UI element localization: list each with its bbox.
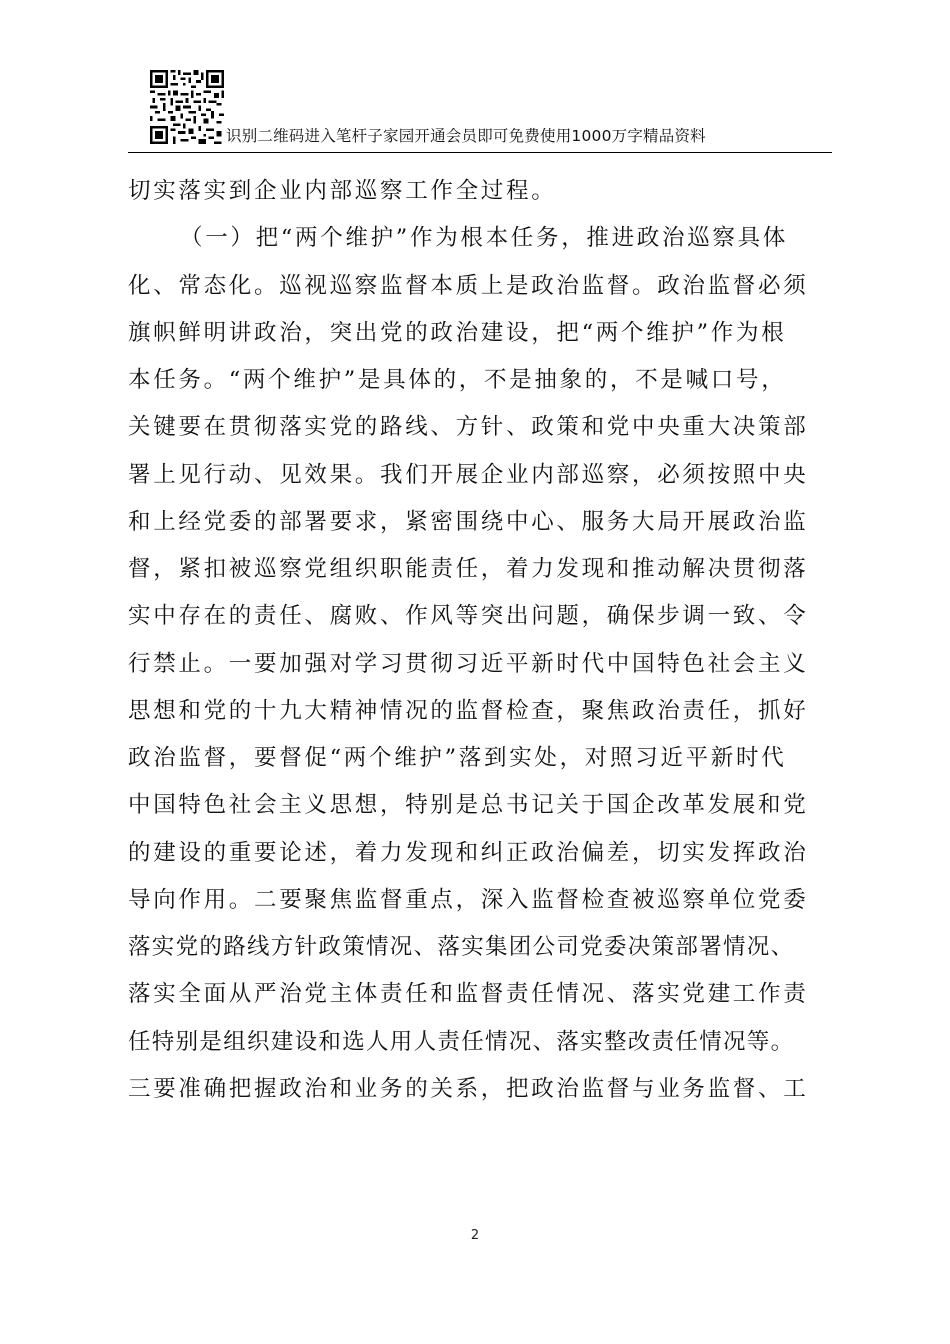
body-line: 督，紧扣被巡察党组织职能责任，着力发现和推动解决贯彻落 bbox=[128, 556, 809, 582]
page-number: 2 bbox=[470, 1228, 480, 1243]
body-line: 实中存在的责任、腐败、作风等突出问题，确保步调一致、令 bbox=[128, 603, 809, 630]
body-line: 的建设的重要论述，着力发现和纠正政治偏差，切实发挥政治 bbox=[128, 839, 809, 866]
body-line: 行禁止。一要加强对学习贯彻习近平新时代中国特色社会主义 bbox=[128, 650, 809, 677]
body-line: 任特别是组织建设和选人用人责任情况、落实整改责任情况等。 bbox=[128, 1028, 795, 1055]
body-line: 导向作用。二要聚焦监督重点，深入监督检查被巡察单位党委 bbox=[128, 886, 809, 913]
body-line: 和上经党委的部署要求，紧密围绕中心、服务大局开展政治监 bbox=[128, 508, 809, 535]
section-heading-line: （一）把“两个维护”作为根本任务，推进政治巡察具体 bbox=[180, 225, 789, 252]
body-line: 落实全面从严治党主体责任和监督责任情况、落实党建工作责 bbox=[128, 981, 809, 1008]
qr-code-icon bbox=[150, 70, 224, 144]
body-line: 思想和党的十九大精神情况的监督检查，聚焦政治责任，抓好 bbox=[128, 697, 809, 724]
document-body bbox=[128, 168, 848, 1113]
body-line: 本任务。“两个维护”是具体的，不是抽象的，不是喊口号， bbox=[128, 367, 787, 393]
page-header bbox=[128, 66, 832, 153]
body-line: 署上见行动、见效果。我们开展企业内部巡察，必须按照中央 bbox=[128, 461, 809, 488]
body-line: 中国特色社会主义思想，特别是总书记关于国企改革发展和党 bbox=[128, 792, 809, 819]
body-line: 三要准确把握政治和业务的关系，把政治监督与业务监督、工 bbox=[128, 1075, 809, 1102]
body-line: 切实落实到企业内部巡察工作全过程。 bbox=[128, 178, 557, 204]
body-line: 政治监督，要督促“两个维护”落到实处，对照习近平新时代 bbox=[128, 745, 787, 771]
body-line: 落实党的路线方针政策情况、落实集团公司党委决策部署情况、 bbox=[128, 934, 795, 960]
body-line: 关键要在贯彻落实党的路线、方针、政策和党中央重大决策部 bbox=[128, 414, 809, 441]
body-line: 旗帜鲜明讲政治，突出党的政治建设，把“两个维护”作为根 bbox=[128, 319, 787, 346]
header-promo-text: 识别二维码进入笔杆子家园开通会员即可免费使用1000万字精品资料 bbox=[226, 127, 706, 145]
body-line: 化、常态化。巡视巡察监督本质上是政治监督。政治监督必须 bbox=[128, 272, 809, 299]
